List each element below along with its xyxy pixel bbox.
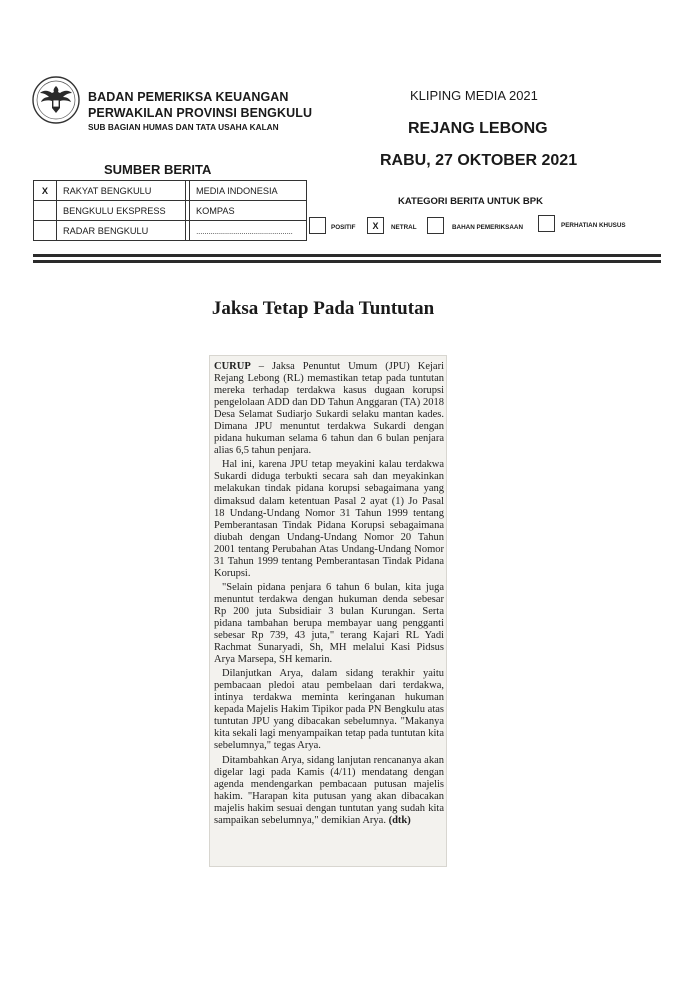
article-paragraph — [214, 361, 444, 457]
org-name-line1: BADAN PEMERIKSA KEUANGAN — [88, 90, 289, 104]
divider-bottom — [33, 260, 661, 263]
article-paragraph: "Selain pidana penjara 6 tahun 6 bulan, kita juga menuntut terdakwa dengan hukuman denda sebesar Rp 200 juta Subsidiair 3 bulan Kurungan. Serta pidana tambahan berupa membayar uang pengganti sebesar Rp 739, 43 juta," terang Kajari RL Yadi Rachmat Sunaryadi, Sh, MH melalui Kasi Pidsus Arya Marsepa, SH kemarin. — [214, 581, 444, 666]
kliping-label: KLIPING MEDIA 2021 — [410, 88, 538, 103]
source-check-mark — [34, 221, 57, 241]
garuda-emblem-icon — [30, 74, 82, 126]
article-paragraph-text: – Jaksa Penuntut Umum (JPU) Kejari Rejang Lebong (RL) memastikan tetap pada tuntutan mereka terhadap terdakwa kasus dugaan korupsi pengelolaan ADD dan DD Tahun Anggaran (TA) 2018 Desa Selamat Sudiarjo Sukardi selaku mantan kades. Dimana JPU menuntut terdakwa Sukardi dengan pidana hukuman selama 6 tahun dan 6 bulan penjara alias 6,5 tahun penjara. — [214, 361, 444, 457]
kategori-title: KATEGORI BERITA UNTUK BPK — [398, 196, 543, 207]
article-headline: Jaksa Tetap Pada Tuntutan — [211, 298, 435, 319]
article-paragraph — [214, 755, 444, 827]
kategori-positif-label: POSITIF — [331, 224, 356, 231]
kategori-netral-label: NETRAL — [391, 224, 417, 231]
source-name: RAKYAT BENGKULU — [57, 181, 186, 201]
org-unit: SUB BAGIAN HUMAS DAN TATA USAHA KALAN — [88, 122, 279, 132]
kategori-pemeriksaan-label: BAHAN PEMERIKSAAN — [452, 224, 524, 231]
source-row — [34, 201, 307, 221]
article-paragraph-text: Ditambahkan Arya, sidang lanjutan rencananya akan digelar lagi pada Kamis (4/11) mendatang dengan agenda mendengarkan pembacaan putusan majelis hakim. "Harapan kita putusan yang akan dibacakan majelis hakim sesuai dengan tuntutan yang sudah kita sampaikan sebelumnya," demikian Arya. — [214, 754, 444, 826]
divider-top — [33, 254, 661, 257]
kategori-khusus-checkbox — [538, 215, 555, 232]
source-row — [34, 181, 307, 201]
publication-date: RABU, 27 OKTOBER 2021 — [380, 152, 578, 169]
article-dateline: CURUP — [214, 361, 251, 372]
source-blank-line: ............................................... — [190, 221, 307, 241]
org-name-line2: PERWAKILAN PROVINSI BENGKULU — [88, 106, 313, 120]
kategori-positif-checkbox — [309, 217, 326, 234]
source-check-mark: X — [34, 181, 57, 201]
sumber-berita-title: SUMBER BERITA — [104, 162, 212, 177]
source-name: RADAR BENGKULU — [57, 221, 186, 241]
article-paragraph: Hal ini, karena JPU tetap meyakini kalau terdakwa Sukardi diduga terbukti secara sah dan meyakinkan melakukan tindak pidana korupsi sebagaimana yang dimaksud dalam ketentuan Pasal 2 ayat (1) Jo Pasal 18 Undang-Undang Nomor 31 Tahun 1999 tentang Pemberantasan Tindak Pidana Korupsi sebagaimana diubah dengan Undang-Undang Nomor 20 Tahun 2001 tentang Perubahan Atas Undang-Undang Nomor 31 Tahun 1999 tentang Pemberantasan Tindak Pidana Korupsi. — [214, 459, 444, 579]
article-body — [214, 361, 444, 829]
source-name: KOMPAS — [190, 201, 307, 221]
kategori-khusus-label: PERHATIAN KHUSUS — [561, 222, 626, 229]
source-name: MEDIA INDONESIA — [190, 181, 307, 201]
kategori-pemeriksaan-checkbox — [427, 217, 444, 234]
article-byline: (dtk) — [388, 814, 411, 826]
region-title: REJANG LEBONG — [408, 120, 548, 137]
source-check-mark — [34, 201, 57, 221]
source-table — [33, 180, 307, 241]
kategori-netral-checkbox: X — [367, 217, 384, 234]
source-name: BENGKULU EKSPRESS — [57, 201, 186, 221]
article-paragraph: Dilanjutkan Arya, dalam sidang terakhir yaitu pembacaan pledoi atau pembelaan dari terdakwa, intinya terdakwa meminta keringanan hukuman kepada Majelis Hakim Tipikor pada PN Bengkulu atas tuntutan JPU yang dibacakan sebelumnya. "Makanya kita sekali lagi menyampaikan tetap pada tuntutan kita sebelumnya," tegas Arya. — [214, 668, 444, 752]
source-row — [34, 221, 307, 241]
